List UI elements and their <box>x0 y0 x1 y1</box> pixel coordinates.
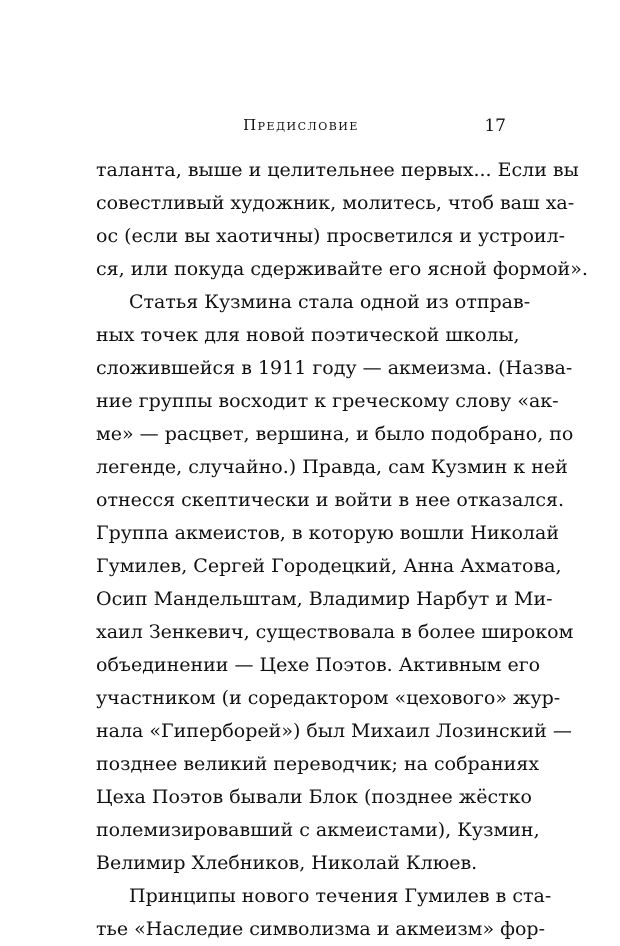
text-line: ме» — расцвет, вершина, и было подобрано, по <box>96 423 574 445</box>
text-line: сложившейся в 1911 году — акмеизма. (Назва- <box>96 357 573 379</box>
text-line: объединении — Цехе Поэтов. Активным его <box>96 654 541 676</box>
running-head: Предисловие <box>243 116 359 134</box>
text-line: позднее великий переводчик; на собраниях <box>96 753 540 775</box>
text-line: хаил Зенкевич, существовала в более широком <box>96 621 574 643</box>
text-line: ных точек для новой поэтической школы, <box>96 324 520 346</box>
text-line: ос (если вы хаотичны) просветился и устроил- <box>96 225 566 247</box>
text-line: Группа акмеистов, в которую вошли Николай <box>96 522 559 544</box>
text-line: легенде, случайно.) Правда, сам Кузмин к ней <box>96 456 568 478</box>
text-line: тье «Наследие символизма и акмеизм» фор- <box>96 918 546 940</box>
page-header <box>96 116 506 138</box>
text-line: участником (и соредактором «цехового» жур- <box>96 687 561 709</box>
text-line: полемизировавший с акмеистами), Кузмин, <box>96 819 540 841</box>
text-line: таланта, выше и целительнее первых... Если вы <box>96 159 579 181</box>
text-line: Велимир Хлебников, Николай Клюев. <box>96 852 478 874</box>
text-line: ние группы восходит к греческому слову «ак- <box>96 390 559 412</box>
text-line: Принципы нового течения Гумилев в ста- <box>129 885 552 907</box>
text-line: Осип Мандельштам, Владимир Нарбут и Ми- <box>96 588 553 610</box>
text-line: совестливый художник, молитесь, чтоб ваш ха- <box>96 192 575 214</box>
text-line: нала «Гиперборей») был Михаил Лозинский — <box>96 720 572 742</box>
text-line: отнесся скептически и войти в нее отказался. <box>96 489 565 511</box>
text-line: Гумилев, Сергей Городецкий, Анна Ахматова, <box>96 555 562 577</box>
text-line: ся, или покуда сдерживайте его ясной формой». <box>96 258 588 280</box>
page-number: 17 <box>484 116 506 136</box>
text-line: Цеха Поэтов бывали Блок (позднее жёстко <box>96 786 532 808</box>
body-text <box>96 154 588 946</box>
text-line: Статья Кузмина стала одной из отправ- <box>129 291 531 313</box>
